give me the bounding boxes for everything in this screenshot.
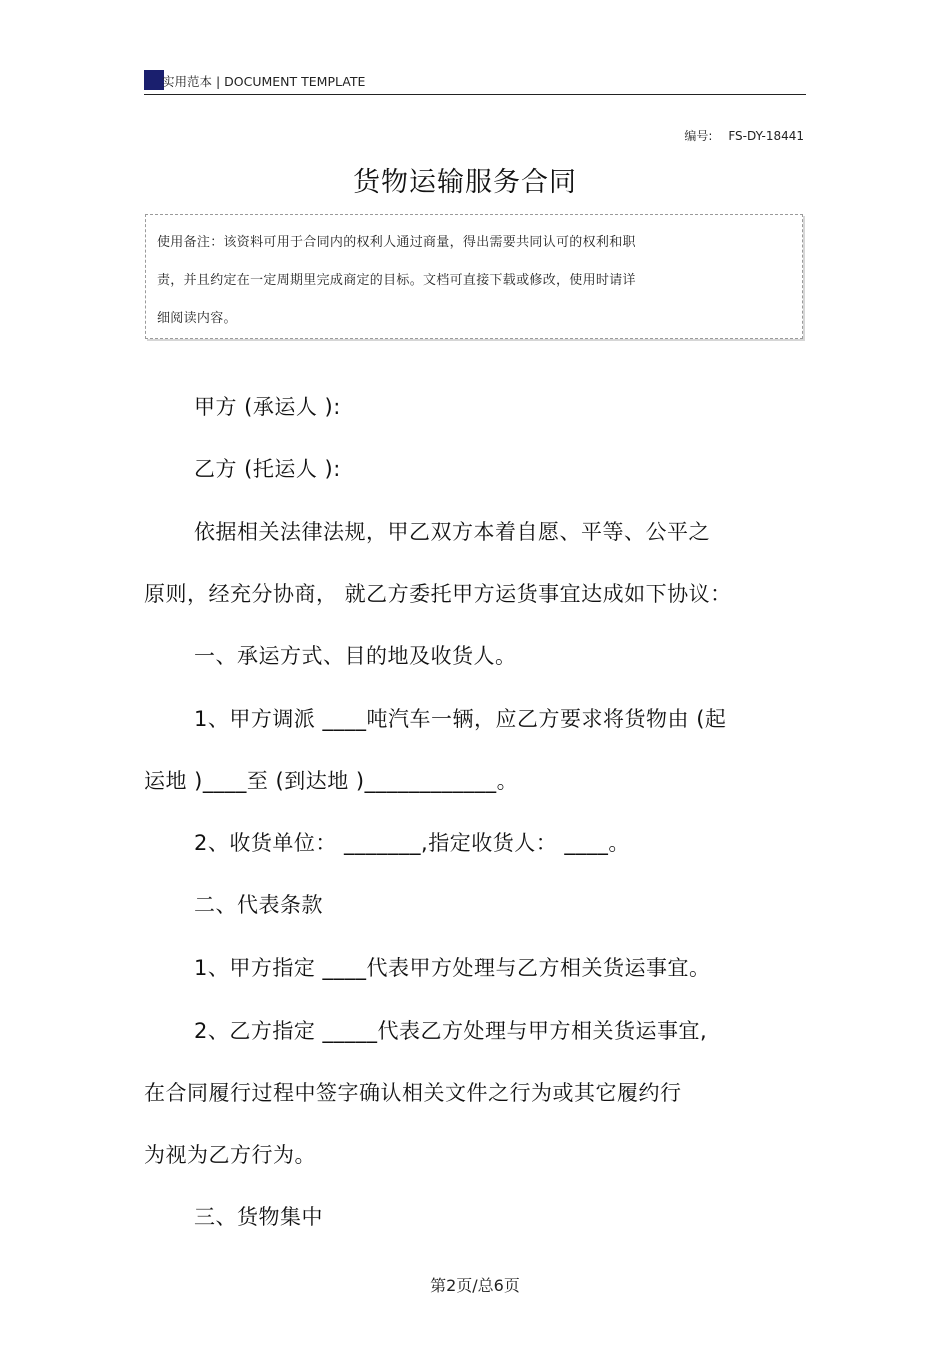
document-number-label: 编号: bbox=[684, 129, 713, 143]
party-b-line: 乙方 (托运人 ): bbox=[194, 457, 341, 481]
clause-line: 2、收货单位： _______,指定收货人： ____。 bbox=[194, 831, 630, 855]
clause-line: 运地 )____至 (到达地 )____________。 bbox=[144, 769, 519, 793]
usage-note-line: 使用备注：该资料可用于合同内的权利人通过商量，得出需要共同认可的权利和职 bbox=[157, 235, 636, 250]
section-heading: 一、承运方式、目的地及收货人。 bbox=[194, 644, 517, 668]
usage-note-line: 责，并且约定在一定周期里完成商定的目标。文档可直接下载或修改，使用时请详 bbox=[157, 273, 636, 288]
document-number bbox=[684, 127, 804, 144]
clause-line: 1、甲方调派 ____吨汽车一辆，应乙方要求将货物由 (起 bbox=[194, 707, 727, 731]
document-number-value: FS-DY-18441 bbox=[728, 129, 804, 143]
intro-paragraph-line: 依据相关法律法规，甲乙双方本着自愿、平等、公平之 bbox=[194, 520, 710, 544]
intro-paragraph-line: 原则，经充分协商， 就乙方委托甲方运货事宜达成如下协议： bbox=[144, 582, 732, 606]
clause-line: 2、乙方指定 _____代表乙方处理与甲方相关货运事宜, bbox=[194, 1019, 708, 1043]
header-logo-block bbox=[144, 70, 164, 90]
header-text: 实用范本 | DOCUMENT TEMPLATE bbox=[162, 74, 366, 89]
clause-line: 1、甲方指定 ____代表甲方处理与乙方相关货运事宜。 bbox=[194, 956, 711, 980]
document-title: 货物运输服务合同 bbox=[353, 167, 577, 198]
page-number-footer: 第2页/总6页 bbox=[430, 1276, 520, 1295]
clause-line: 在合同履行过程中签字确认相关文件之行为或其它履约行 bbox=[144, 1081, 682, 1105]
section-heading: 二、代表条款 bbox=[194, 893, 323, 917]
page-header bbox=[144, 68, 806, 95]
usage-note-box bbox=[145, 214, 803, 339]
clause-line: 为视为乙方行为。 bbox=[144, 1143, 316, 1167]
party-a-line: 甲方 (承运人 ): bbox=[194, 395, 341, 419]
section-heading: 三、货物集中 bbox=[194, 1205, 323, 1229]
usage-note-line: 细阅读内容。 bbox=[157, 311, 237, 326]
